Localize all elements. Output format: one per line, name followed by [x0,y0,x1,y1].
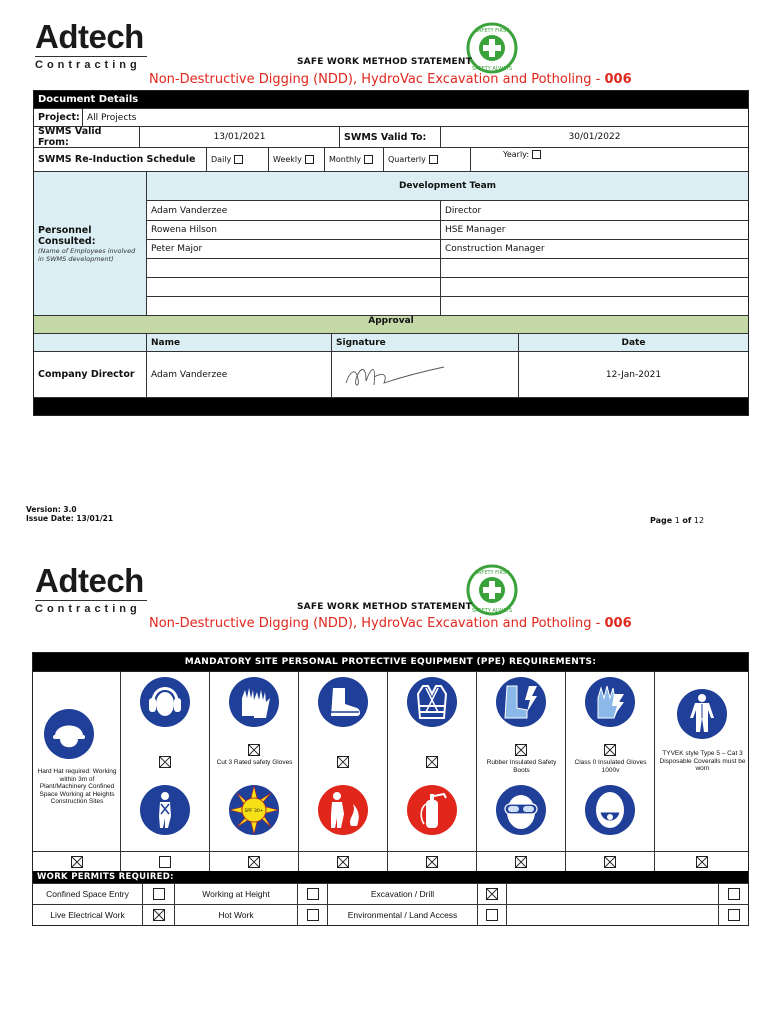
document-page-2 [0,552,768,1024]
safety-first-seal-icon [466,22,518,74]
permit-excavation: Excavation / Drill [328,884,478,904]
confined-space-checkbox[interactable] [153,888,165,900]
ear-protection-checkbox[interactable] [159,756,171,768]
fire-extinguisher-icon [406,784,458,836]
fire-safety-person-icon [317,784,369,836]
signature [332,352,519,397]
approval-header: Approval [34,315,748,333]
dust-mask-checkbox[interactable] [604,856,616,868]
approval-columns [34,333,748,351]
other-permit-checkbox-2[interactable] [728,909,740,921]
other-permit-checkbox[interactable] [728,888,740,900]
permit-environmental: Environmental / Land Access [328,905,478,925]
goggles-checkbox[interactable] [515,856,527,868]
valid-to-value: 30/01/2022 [568,132,621,142]
daily-checkbox[interactable] [234,155,243,164]
vest-checkbox[interactable] [426,756,438,768]
team-row [147,258,748,277]
approval-row [34,351,748,397]
dust-mask-icon [584,784,636,836]
hot-work-checkbox[interactable] [307,909,319,921]
development-team [147,172,748,315]
permit-hot-work: Hot Work [175,905,298,925]
reinduction-row [34,147,748,171]
hard-hat-icon [43,708,95,760]
hard-hat-caption: Hard Hat required: Working within 3m of Plant/Machinery Confined Space Working at Heights Construction Sites [37,768,117,805]
ppe-table [32,652,749,926]
document-details-table [33,90,749,416]
document-type: SAFE WORK METHOD STATEMENT [297,57,472,67]
quarterly-checkbox[interactable] [429,155,438,164]
valid-to-label: SWMS Valid To: [340,127,441,147]
approver-role: Company Director [34,352,147,397]
svg-text:SPF 30+: SPF 30+ [244,809,264,814]
working-at-height-checkbox[interactable] [307,888,319,900]
ear-protection-icon [139,676,191,728]
personnel-note: (Name of Employees involved in SWMS development) [38,246,136,263]
date-column-label: Date [621,337,646,348]
svg-text:SAFETY FIRST: SAFETY FIRST [474,28,510,34]
version-info [26,505,113,523]
document-title: Non-Destructive Digging (NDD), HydroVac Excavation and Potholing - 006 [149,72,632,87]
team-row: Adam Vanderzee Director [147,201,748,220]
insulated-boots-icon [495,676,547,728]
monthly-checkbox[interactable] [364,155,373,164]
valid-from-label: SWMS Valid From: [34,127,140,147]
team-row [147,296,748,315]
name-column-label: Name [147,334,332,351]
coveralls-checkbox[interactable] [696,856,708,868]
ppe-symbols [33,671,748,851]
ppe-rubber-boots-goggles [477,672,566,852]
document-title: Non-Destructive Digging (NDD), HydroVac Excavation and Potholing - 006 [149,616,632,631]
environmental-checkbox[interactable] [486,909,498,921]
validity-row [34,126,748,147]
team-row: Rowena Hilson HSE Manager [147,220,748,239]
project-value: All Projects [87,112,137,123]
personnel-consulted [34,171,748,315]
harness-checkbox[interactable] [159,856,171,868]
permit-working-at-height: Working at Height [175,884,298,904]
ppe-insulated-gloves-mask [566,672,655,852]
ppe-hard-hat [33,672,121,852]
team-row [147,277,748,296]
safety-goggles-icon [495,784,547,836]
document-number: 006 [604,616,632,631]
company-logo [35,20,147,71]
sun-protection-checkbox[interactable] [248,856,260,868]
ppe-boots-fire [299,672,388,852]
permit-confined-space: Confined Space Entry [33,884,143,904]
logo-wordmark: Adtech [35,562,144,599]
project-row [34,108,748,126]
high-visibility-vest-icon [406,676,458,728]
document-number: 006 [604,72,632,87]
schedule-weekly[interactable]: Weekly [269,148,325,171]
disposable-coveralls-icon [676,688,728,740]
yearly-checkbox[interactable] [532,150,541,159]
safety-gloves-icon [228,676,280,728]
ppe-hearing-harness [121,672,210,852]
excavation-checkbox[interactable] [486,888,498,900]
version: Version: 3.0 [26,505,77,514]
insulated-gloves-checkbox[interactable] [604,744,616,756]
hard-hat-checkbox[interactable] [71,856,83,868]
logo-subtitle: Contracting [35,600,147,615]
schedule-yearly[interactable]: Yearly: [471,148,748,171]
gloves-checkbox[interactable] [248,744,260,756]
signature-column-label: Signature [332,334,519,351]
insulated-gloves-icon [584,676,636,728]
personnel-label-cell [34,172,147,315]
safety-first-seal-icon [466,564,518,616]
page-number: Page 1 of 12 [650,516,705,525]
coveralls-caption: TYVEK style Type 5 – Cat 3 Disposable Coveralls must be worn [659,750,746,772]
svg-text:SAFETY ALWAYS: SAFETY ALWAYS [471,608,513,614]
safety-harness-icon [139,784,191,836]
boots-checkbox[interactable] [337,756,349,768]
reinduction-label: SWMS Re-Induction Schedule [34,148,207,171]
permits-header: WORK PERMITS REQUIRED: [33,871,748,883]
project-label: Project: [34,109,83,126]
document-type: SAFE WORK METHOD STATEMENT [297,602,472,612]
gloves-caption: Cut 3 Rated safety Gloves [216,759,293,766]
signature-scribble-icon [336,357,456,393]
safety-boots-icon [317,676,369,728]
ppe-vest-extinguisher [388,672,477,852]
schedule-quarterly[interactable]: Quarterly [384,148,471,171]
approval-date: 12-Jan-2021 [605,369,662,380]
team-header: Development Team [147,172,748,200]
live-electrical-checkbox[interactable] [153,909,165,921]
ppe-gloves-sun [210,672,299,852]
fire-safety-checkbox[interactable] [337,856,349,868]
table-footer-bar [34,397,748,415]
weekly-checkbox[interactable] [305,155,314,164]
permit-live-electrical: Live Electrical Work [33,905,143,925]
permit-row [33,883,748,904]
svg-text:SAFETY ALWAYS: SAFETY ALWAYS [471,66,513,72]
rubber-boots-checkbox[interactable] [515,744,527,756]
approver-name: Adam Vanderzee [147,352,332,397]
company-logo [35,564,147,615]
sun-protection-icon [228,784,280,836]
rubber-boots-caption: Rubber Insulated Safety Boots [486,759,557,774]
insulated-gloves-caption: Class 0 Insulated Gloves 1000v [574,759,647,774]
extinguisher-checkbox[interactable] [426,856,438,868]
svg-text:SAFETY FIRST: SAFETY FIRST [474,570,510,576]
schedule-daily[interactable]: Daily [207,148,269,171]
logo-wordmark: Adtech [35,18,144,55]
valid-from-value: 13/01/2021 [140,127,340,147]
ppe-checkbox-row [33,851,748,871]
issue-date: Issue Date: 13/01/21 [26,514,114,523]
section-title: Document Details [34,91,748,108]
ppe-coveralls [655,672,750,852]
schedule-monthly[interactable]: Monthly [325,148,384,171]
ppe-header: MANDATORY SITE PERSONAL PROTECTIVE EQUIPMENT (PPE) REQUIREMENTS: [33,653,748,671]
permit-row [33,904,748,925]
logo-subtitle: Contracting [35,56,147,71]
personnel-label: Personnel Consulted: [38,224,96,247]
team-row: Peter Major Construction Manager [147,239,748,258]
